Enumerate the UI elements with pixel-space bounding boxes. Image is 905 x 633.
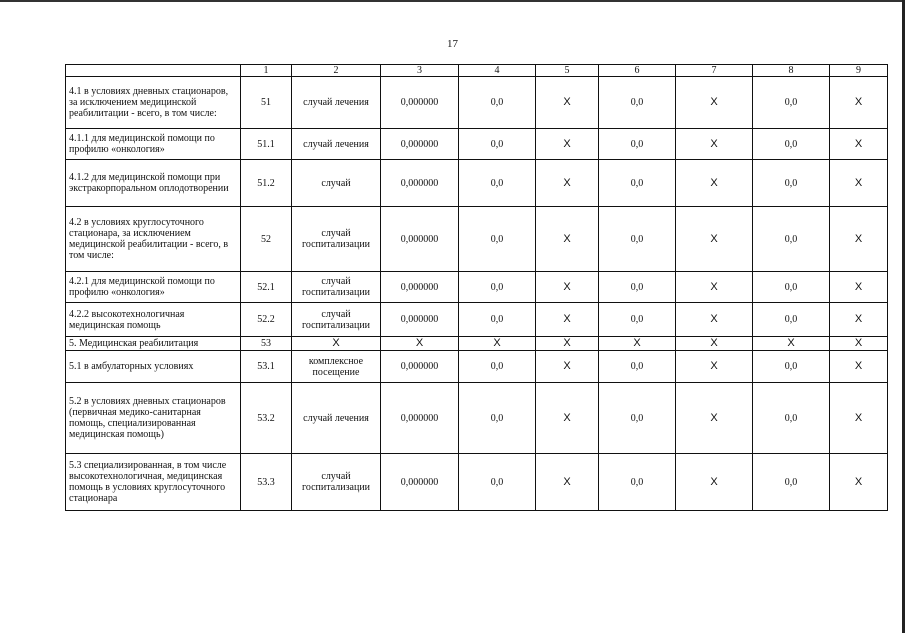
table-cell: 53.1 xyxy=(241,351,292,383)
table-cell: X xyxy=(830,129,888,160)
table-cell: 52 xyxy=(241,207,292,272)
table-cell: 0,000000 xyxy=(381,454,459,511)
table-cell: 0,0 xyxy=(753,303,830,337)
row-description-cell: 4.2.2 высокотехнологичная медицинская помощь xyxy=(66,303,241,337)
table-cell: случай госпитализации xyxy=(292,207,381,272)
page-number: 17 xyxy=(447,38,458,50)
table-cell: X xyxy=(830,272,888,303)
table-cell: 0,0 xyxy=(599,207,676,272)
table-cell: X xyxy=(536,337,599,351)
column-number-header xyxy=(66,65,888,77)
table-cell: 0,0 xyxy=(753,383,830,454)
table-cell: 0,000000 xyxy=(381,207,459,272)
table-cell: X xyxy=(536,383,599,454)
header-cell: 4 xyxy=(459,65,536,77)
table-cell: X xyxy=(830,383,888,454)
row-description-cell: 4.1.1 для медицинской помощи по профилю «онкология» xyxy=(66,129,241,160)
table-row xyxy=(66,272,888,303)
table-cell: 0,0 xyxy=(459,303,536,337)
table-row xyxy=(66,337,888,351)
table-cell: 0,0 xyxy=(599,351,676,383)
table-cell: 0,0 xyxy=(753,160,830,207)
table-cell: X xyxy=(536,454,599,511)
header-cell: 8 xyxy=(753,65,830,77)
table-cell: X xyxy=(381,337,459,351)
table-cell: 0,0 xyxy=(599,272,676,303)
table-cell: X xyxy=(830,337,888,351)
table-cell: X xyxy=(292,337,381,351)
table-row xyxy=(66,351,888,383)
table-cell: 0,0 xyxy=(459,207,536,272)
row-description-cell: 4.1 в условиях дневных стационаров, за исключением медицинской реабилитации - всего, в том числе: xyxy=(66,77,241,129)
row-description-cell: 4.2.1 для медицинской помощи по профилю «онкология» xyxy=(66,272,241,303)
table-cell: 0,0 xyxy=(753,207,830,272)
table-cell: 0,0 xyxy=(459,160,536,207)
table-cell: X xyxy=(676,77,753,129)
header-cell: 3 xyxy=(381,65,459,77)
table-cell: комплексное посещение xyxy=(292,351,381,383)
table-cell: 0,0 xyxy=(459,77,536,129)
table-cell: 0,0 xyxy=(599,303,676,337)
table-cell: X xyxy=(536,272,599,303)
table-cell: 0,000000 xyxy=(381,272,459,303)
table-cell: 0,0 xyxy=(753,272,830,303)
table-cell: случай лечения xyxy=(292,383,381,454)
table-cell: X xyxy=(676,454,753,511)
row-description-cell: 5.2 в условиях дневных стационаров (первичная медико-санитарная помощь, специализированная медицинская помощь) xyxy=(66,383,241,454)
data-table xyxy=(65,64,888,511)
table-cell: 0,0 xyxy=(599,160,676,207)
table-cell: 0,0 xyxy=(753,351,830,383)
table-cell: 51 xyxy=(241,77,292,129)
table-cell: X xyxy=(676,207,753,272)
table-row xyxy=(66,129,888,160)
table-cell: 53.3 xyxy=(241,454,292,511)
table-cell: 0,0 xyxy=(459,454,536,511)
table-cell: X xyxy=(676,383,753,454)
table-cell: 0,000000 xyxy=(381,160,459,207)
table-cell: X xyxy=(753,337,830,351)
table-cell: 0,0 xyxy=(599,77,676,129)
table-cell: X xyxy=(830,77,888,129)
table-cell: X xyxy=(830,454,888,511)
table-cell: 0,000000 xyxy=(381,383,459,454)
table-row xyxy=(66,383,888,454)
table-cell: 0,0 xyxy=(459,272,536,303)
table-cell: X xyxy=(830,351,888,383)
table-cell: 0,0 xyxy=(459,351,536,383)
table-cell: 52.1 xyxy=(241,272,292,303)
table-cell: X xyxy=(459,337,536,351)
table-cell: случай госпитализации xyxy=(292,272,381,303)
table-cell: X xyxy=(676,351,753,383)
table-cell: X xyxy=(676,160,753,207)
row-description-cell: 5. Медицинская реабилитация xyxy=(66,337,241,351)
table-cell: 51.2 xyxy=(241,160,292,207)
table-cell: 0,0 xyxy=(753,129,830,160)
header-cell: 6 xyxy=(599,65,676,77)
header-cell xyxy=(66,65,241,77)
row-description-cell: 4.2 в условиях круглосуточного стационара, за исключением медицинской реабилитации - всего, в том числе: xyxy=(66,207,241,272)
table-row xyxy=(66,160,888,207)
table-cell: случай лечения xyxy=(292,129,381,160)
table-cell: 0,0 xyxy=(599,454,676,511)
table-cell: X xyxy=(599,337,676,351)
table-cell: 0,0 xyxy=(459,129,536,160)
table-row xyxy=(66,207,888,272)
table-cell: X xyxy=(830,160,888,207)
table-cell: 53 xyxy=(241,337,292,351)
table-cell: 51.1 xyxy=(241,129,292,160)
table-cell: X xyxy=(536,207,599,272)
table-cell: 0,0 xyxy=(753,77,830,129)
table-cell: случай госпитализации xyxy=(292,454,381,511)
table-cell: 0,0 xyxy=(599,383,676,454)
table-cell: 0,000000 xyxy=(381,129,459,160)
header-cell: 9 xyxy=(830,65,888,77)
table-cell: 52.2 xyxy=(241,303,292,337)
table-cell: X xyxy=(536,77,599,129)
table-cell: случай госпитализации xyxy=(292,303,381,337)
table-cell: 0,0 xyxy=(459,383,536,454)
table-cell: X xyxy=(830,207,888,272)
table-cell: 0,000000 xyxy=(381,351,459,383)
table-row xyxy=(66,303,888,337)
header-cell: 1 xyxy=(241,65,292,77)
table-row xyxy=(66,454,888,511)
table-cell: 0,000000 xyxy=(381,77,459,129)
table-cell: X xyxy=(536,129,599,160)
table-cell: X xyxy=(536,303,599,337)
header-cell: 5 xyxy=(536,65,599,77)
table-cell: 0,0 xyxy=(753,454,830,511)
header-cell: 7 xyxy=(676,65,753,77)
table-cell: X xyxy=(536,351,599,383)
table-cell: случай лечения xyxy=(292,77,381,129)
table-cell: X xyxy=(676,303,753,337)
table-row xyxy=(66,77,888,129)
page-top-edge xyxy=(0,0,905,2)
table-cell: X xyxy=(676,272,753,303)
table-cell: 53.2 xyxy=(241,383,292,454)
table-cell: X xyxy=(536,160,599,207)
row-description-cell: 5.3 специализированная, в том числе высокотехнологичная, медицинская помощь в условиях круглосуточного стационара xyxy=(66,454,241,511)
table-cell: случай xyxy=(292,160,381,207)
row-description-cell: 5.1 в амбулаторных условиях xyxy=(66,351,241,383)
table-cell: 0,0 xyxy=(599,129,676,160)
table-cell: 0,000000 xyxy=(381,303,459,337)
table-cell: X xyxy=(676,337,753,351)
table-cell: X xyxy=(830,303,888,337)
row-description-cell: 4.1.2 для медицинской помощи при экстракорпоральном оплодотворении xyxy=(66,160,241,207)
header-cell: 2 xyxy=(292,65,381,77)
table-cell: X xyxy=(676,129,753,160)
